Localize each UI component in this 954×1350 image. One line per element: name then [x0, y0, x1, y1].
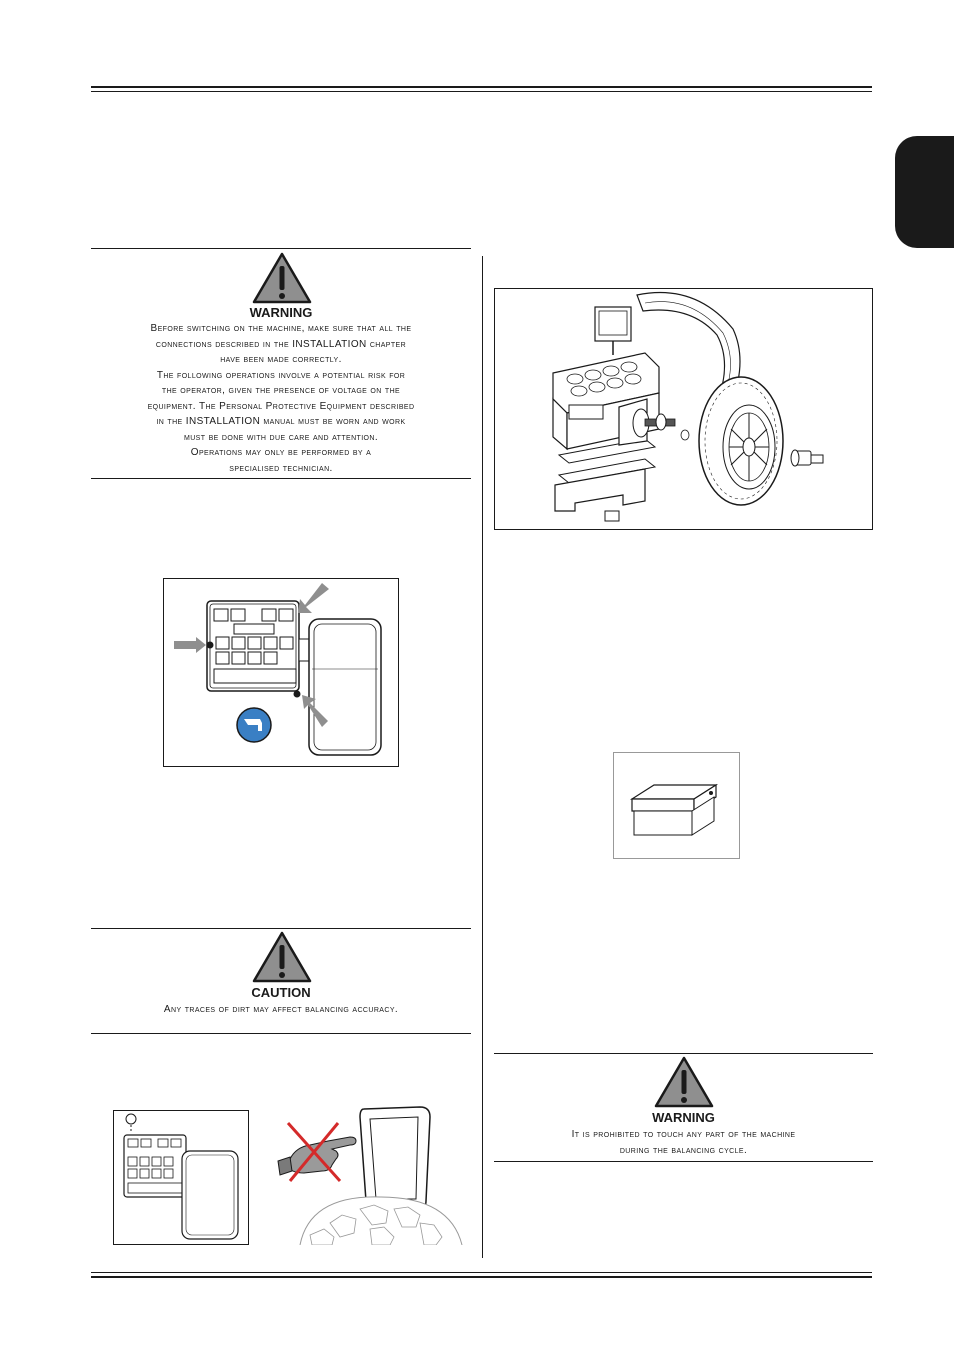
warning-top-title: WARNING — [249, 305, 313, 320]
caution-rule-upper — [91, 928, 471, 929]
figure-no-touch-screen — [270, 1105, 470, 1245]
warning-top-text: Before switching on the machine, make sure that all the connections described in the INSTALLATION chapter have been made correctly. The following operations involve a potential risk for the operator, given the presence of voltage on the equipment. The Personal Protective Equipment described in the INSTALLATION manual must be worn and work must be done with due care and attention. Operations may only be performed by a specialised technician. — [147, 323, 415, 474]
warning-top-icon — [252, 252, 312, 304]
language-thumb-tab — [895, 136, 954, 248]
figure-box — [613, 752, 740, 859]
header-rule-thick — [91, 86, 872, 88]
warning-bottom-rule-lower — [494, 1161, 873, 1162]
warning-bottom-text: It is prohibited to touch any part of the machine during the balancing cycle. — [571, 1129, 796, 1156]
warning-bottom-title: WARNING — [652, 1110, 715, 1125]
figure-power-on — [163, 578, 399, 767]
footer-rule-thin — [91, 1272, 872, 1273]
column-divider — [482, 256, 483, 1258]
figure-wheel-mounting — [494, 288, 873, 530]
figure-start-button — [113, 1110, 249, 1245]
caution-title: CAUTION — [251, 985, 311, 1000]
caution-icon — [252, 931, 312, 983]
footer-rule-thick — [91, 1276, 872, 1278]
warning-bottom-icon — [654, 1056, 714, 1108]
warning-bottom-rule-upper — [494, 1053, 873, 1054]
warning-top-rule-lower — [91, 478, 471, 479]
header-rule-thin — [91, 91, 872, 92]
caution-rule-lower — [91, 1033, 471, 1034]
warning-top-rule-upper — [91, 248, 471, 249]
caution-text: Any traces of dirt may affect balancing accuracy. — [163, 1004, 399, 1015]
